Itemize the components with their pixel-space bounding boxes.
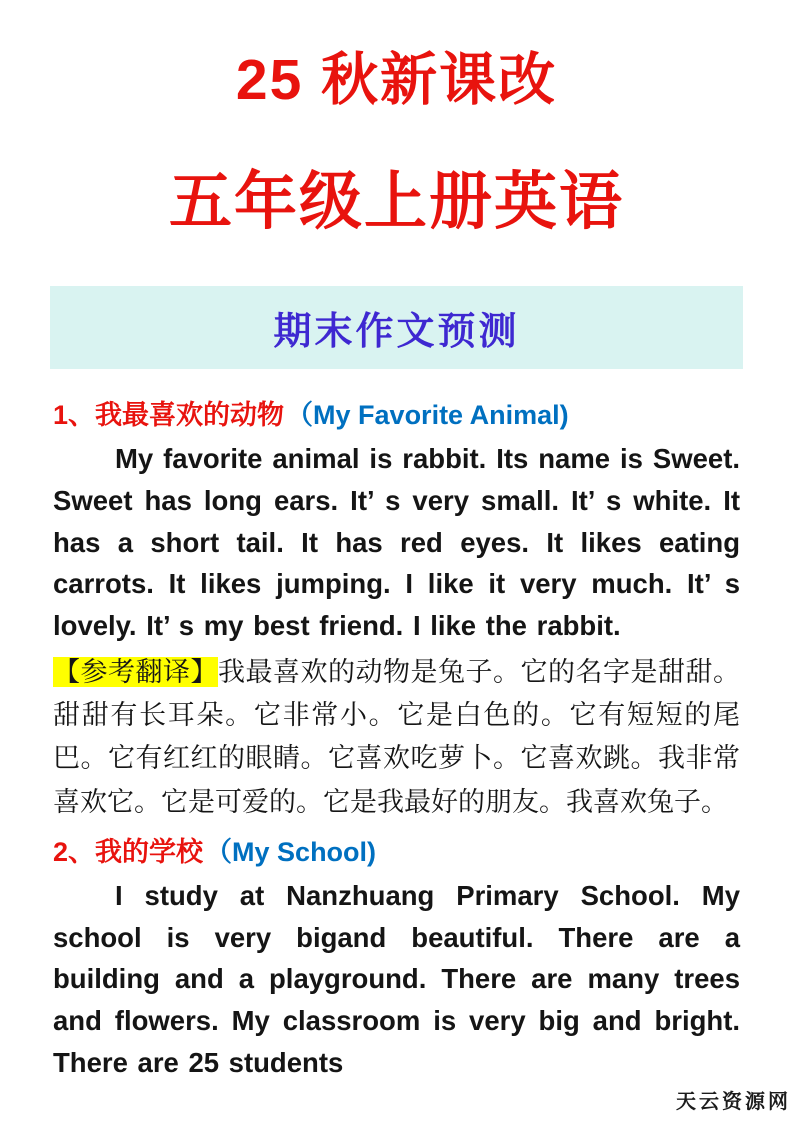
watermark: 天云资源网	[676, 1091, 791, 1113]
document-body	[0, 393, 793, 1084]
section-2-heading-en: （My School)	[205, 836, 377, 867]
section-2-heading	[53, 830, 740, 869]
section-1-translation	[53, 651, 740, 824]
section-1-heading-en: （My Favorite Animal)	[286, 399, 569, 430]
section-1-heading	[53, 393, 740, 432]
section-2-heading-cn: 2、我的学校	[53, 836, 204, 867]
section-1-translation-text: 我最喜欢的动物是兔子。它的名字是甜甜。甜甜有长耳朵。它非常小。它是白色的。它有短短的尾巴。它有红红的眼睛。它喜欢吃萝卜。它喜欢跳。我非常喜欢它。它是可爱的。它是我最好的朋友。我喜欢兔子。	[53, 656, 740, 817]
section-1-translation-label: 【参考翻译】	[53, 656, 218, 687]
subtitle-banner	[50, 286, 743, 369]
section-2-essay: I study at Nanzhuang Primary School. My school is very bigand beautiful. There are a building and a playground. There are many trees and flowers. My classroom is very big and bright. There are 25 students	[53, 879, 740, 1078]
subtitle-banner-text: 期末作文预测	[273, 310, 520, 353]
section-1-heading-cn: 1、我最喜欢的动物	[53, 399, 285, 430]
section-1-essay: My favorite animal is rabbit. Its name is Sweet. Sweet has long ears. It’ s very small. It’ s white. It has a short tail. It has red eyes. It likes eating carrots. It likes jumping. I like it very much. It’ s lovely. It’ s my best friend. I like the rabbit.	[53, 442, 740, 642]
doc-title-line2: 五年级上册英语	[169, 166, 624, 237]
doc-title-line1: 25 秋新课改	[235, 48, 558, 112]
